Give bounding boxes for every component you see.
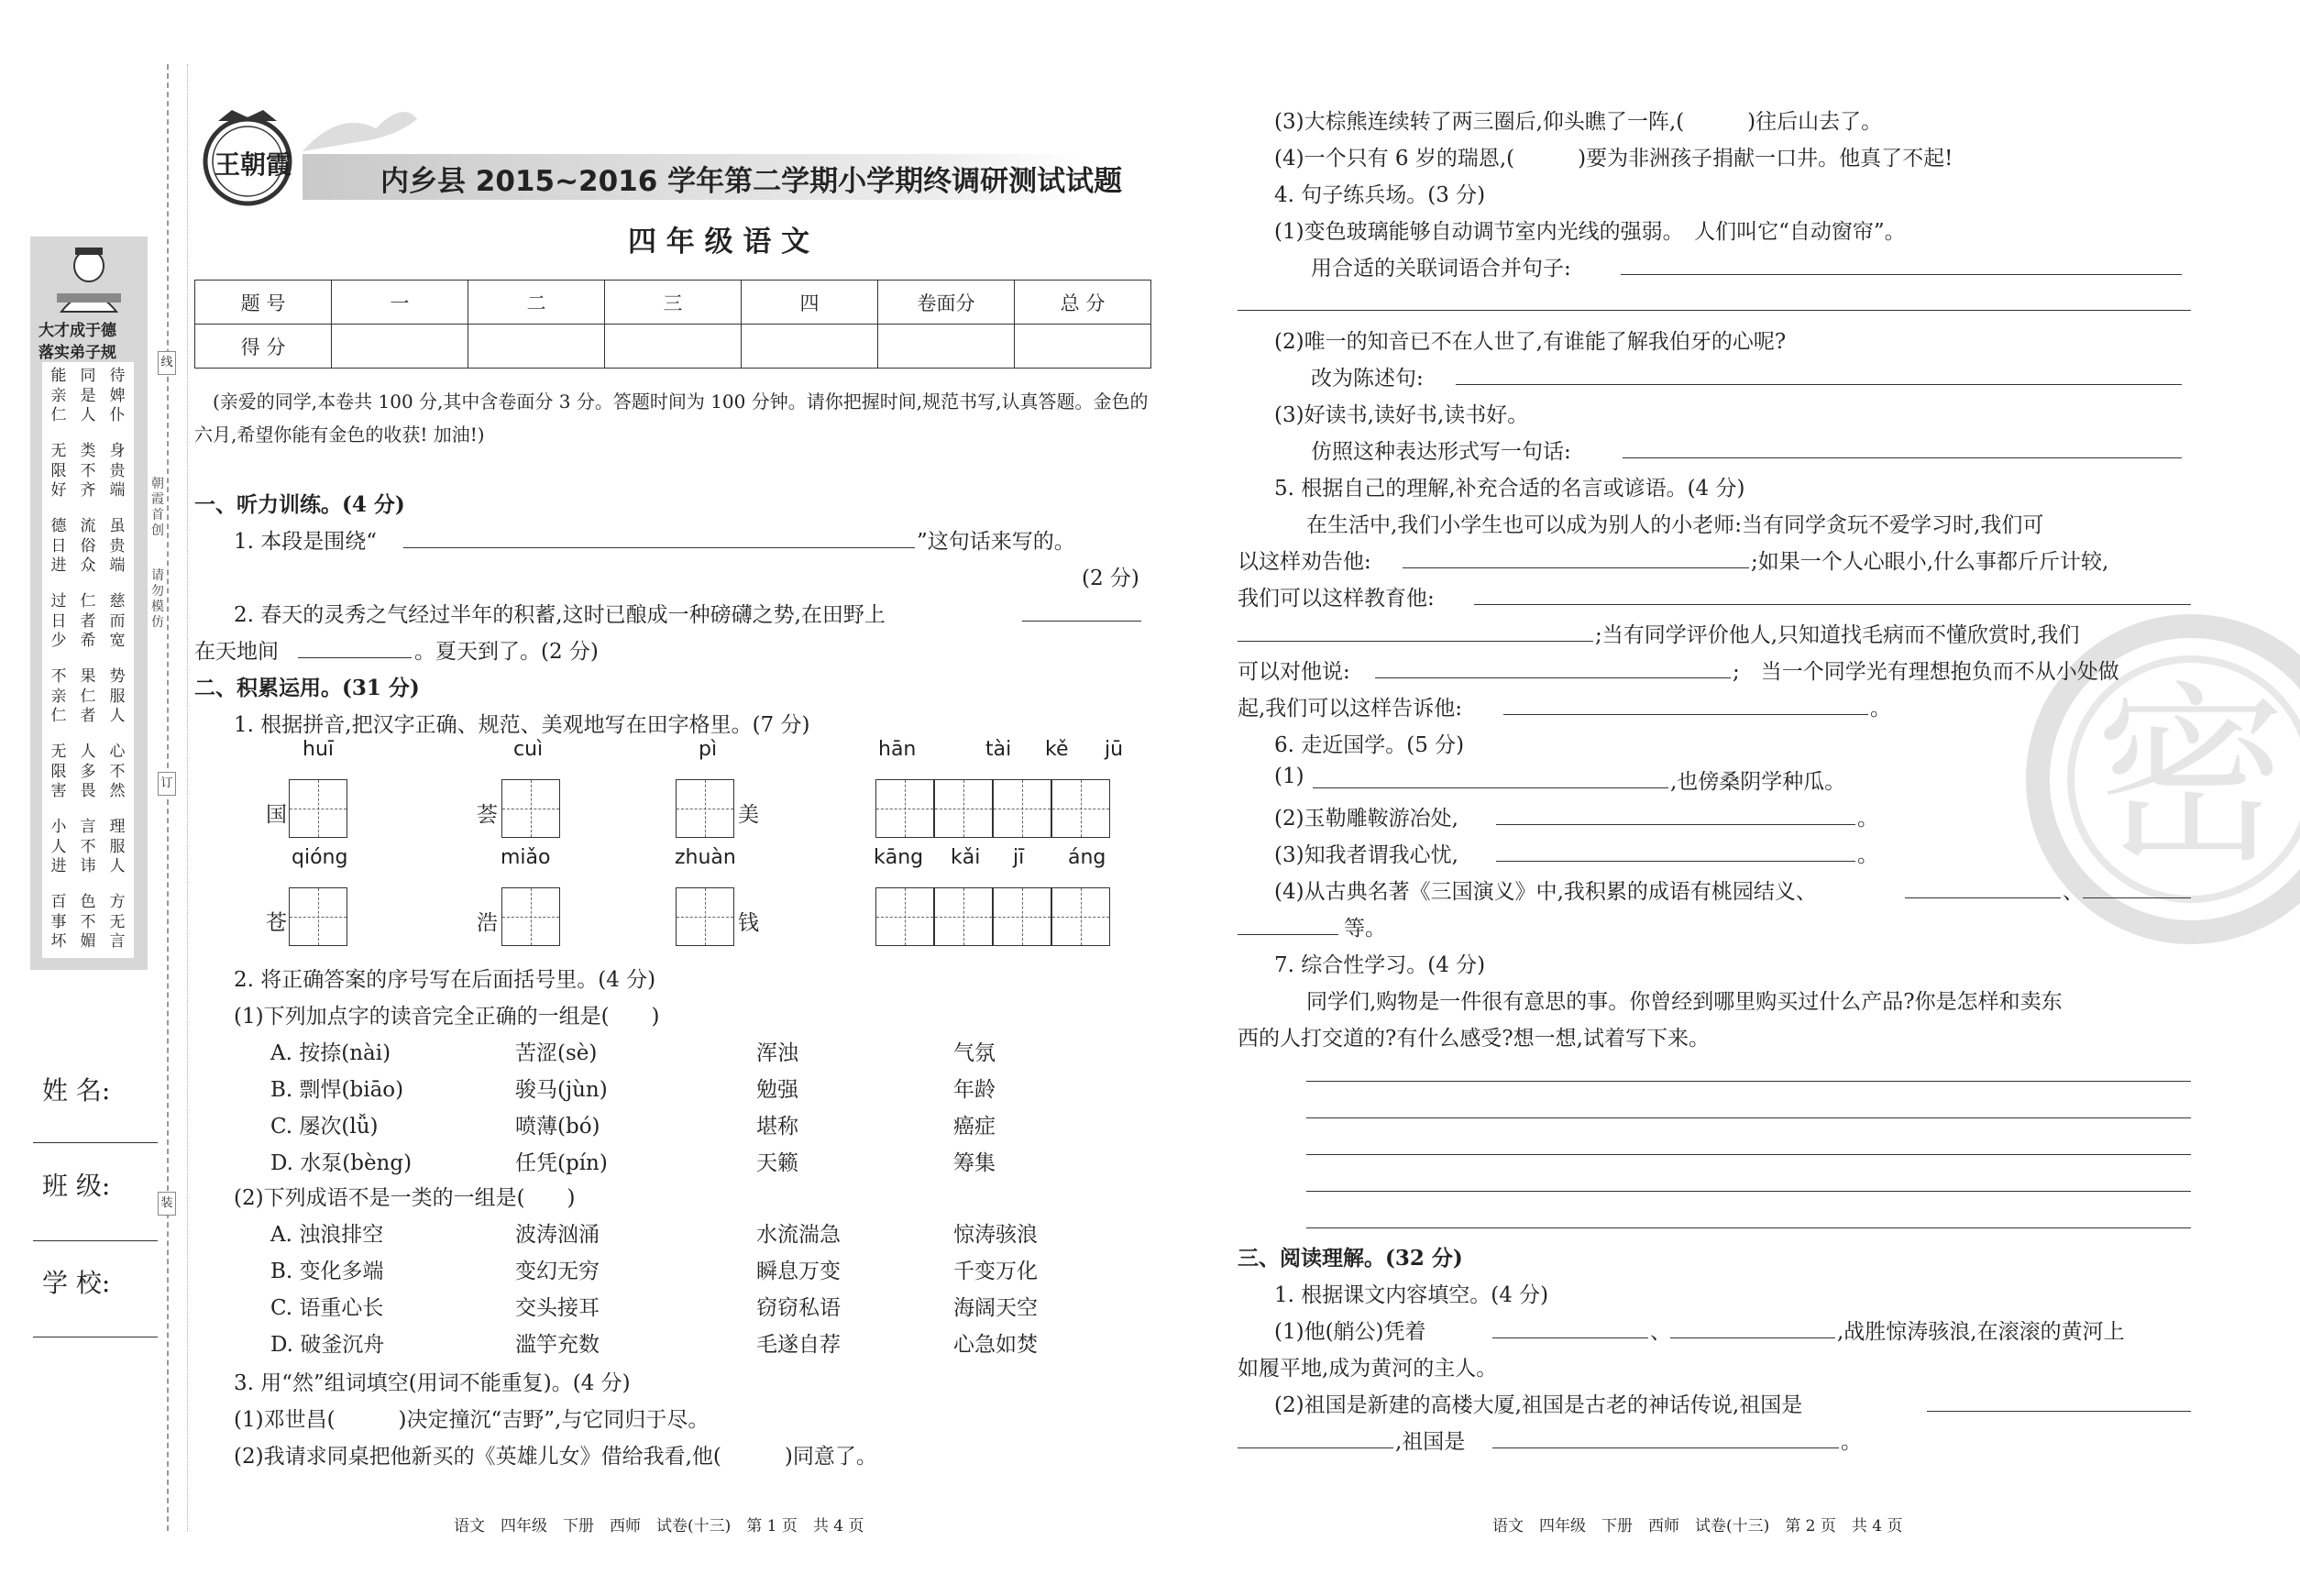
score-header-cell: 四: [742, 281, 878, 325]
motto-column: 流俗众: [80, 517, 96, 575]
r-line-10: 5. 根据自己的理解,补充合适的名言或谚语。(4 分): [1274, 477, 1745, 501]
motto-column: 言不讳: [80, 818, 96, 875]
r-blank-30b[interactable]: [1492, 1447, 1839, 1448]
motto-column: 待婢仆: [109, 367, 126, 424]
r-line-27b: 、: [1650, 1320, 1671, 1344]
r-line-5: 用合适的关联词语合并句子:: [1311, 257, 1571, 281]
pinyin-label: huī: [303, 738, 334, 761]
school-field[interactable]: [33, 1336, 158, 1337]
r-line-18a: (1): [1274, 765, 1304, 788]
q1-text-a: 1. 本段是围绕“: [234, 530, 378, 554]
option-item: 苦涩(sè): [515, 1041, 598, 1065]
motto-column: 同是人: [80, 367, 96, 424]
writing-line[interactable]: [1306, 1080, 2191, 1082]
q22-1-text: (1)下列加点字的读音完全正确的一组是( ): [234, 1005, 660, 1029]
r-line-23: 7. 综合性学习。(4 分): [1274, 953, 1486, 977]
r-line-20b: 。: [1857, 843, 1878, 867]
tianzi-box[interactable]: [934, 779, 993, 838]
tianzi-box[interactable]: [289, 887, 347, 946]
tianzi-box[interactable]: [501, 779, 560, 838]
r-line-12b: ;如果一个人心眼小,什么事都斤斤计较,: [1751, 550, 2109, 574]
score-header-cell: 题 号: [195, 281, 332, 325]
seal-mark: 密: [2067, 655, 2300, 903]
r-line-21a: (4)从古典名著《三国演义》中,我积累的成语有桃园结义、: [1274, 880, 1817, 904]
option-item: 喷薄(bó): [515, 1115, 600, 1139]
cut-marker-top: 线: [158, 351, 176, 375]
r-blank-12[interactable]: [1403, 567, 1749, 568]
option-item: 毛遂自荐: [756, 1333, 841, 1357]
option-item: 筹集: [953, 1151, 996, 1175]
r-line-28: 如履平地,成为黄河的主人。: [1238, 1357, 1498, 1381]
tianzi-box[interactable]: [1051, 887, 1110, 946]
r-line-16a: 起,我们可以这样告诉他:: [1238, 697, 1463, 721]
subject-title: 四 年 级 语 文: [628, 226, 810, 259]
q2-blank-2[interactable]: [298, 656, 412, 658]
tianzi-box[interactable]: [875, 887, 934, 946]
given-char: 荟: [477, 803, 498, 827]
motto-column: 方无言: [109, 893, 126, 951]
r-blank-13[interactable]: [1474, 603, 2191, 605]
r-line-25: 西的人打交道的?有什么感受?想一想,试着写下来。: [1238, 1027, 1710, 1051]
score-cell[interactable]: [332, 325, 468, 369]
footer-right: 语文 四年级 下册 西师 试卷(十三) 第 2 页 共 4 页: [1492, 1517, 1903, 1535]
school-label: 学 校:: [42, 1268, 111, 1298]
option-item: 千变万化: [953, 1260, 1038, 1283]
q2-blank-1[interactable]: [1022, 620, 1141, 622]
score-header-cell: 三: [605, 281, 742, 325]
score-cell[interactable]: [605, 325, 742, 369]
r-line-19b: 。: [1857, 807, 1878, 831]
option-item: 堪称: [756, 1115, 798, 1139]
option-item: 惊涛骇浪: [953, 1223, 1038, 1247]
pinyin-label: kǎi: [951, 846, 981, 869]
pinyin-label: áng: [1068, 846, 1106, 869]
motto-column: 势服人: [109, 667, 126, 725]
option-item: C. 语重心长: [270, 1296, 384, 1320]
option-item: 癌症: [953, 1115, 996, 1139]
score-cell[interactable]: [468, 325, 605, 369]
option-item: B. 剽悍(biāo): [270, 1078, 404, 1102]
r-blank-18[interactable]: [1313, 787, 1668, 788]
r-line-15a: 可以对他说:: [1238, 660, 1350, 684]
r-line-2: (4)一个只有 6 岁的瑞恩,( )要为非洲孩子捐献一口井。他真了不起!: [1274, 147, 1953, 171]
option-item: A. 按捺(nài): [270, 1041, 391, 1065]
section-1-heading: 一、听力训练。(4 分): [194, 492, 405, 517]
q23-text: 3. 用“然”组词填空(用词不能重复)。(4 分): [234, 1371, 631, 1395]
r-line-6: (2)唯一的知音已不在人世了,有谁能了解我伯牙的心呢?: [1274, 330, 1787, 354]
motto-column: 过日少: [50, 592, 67, 650]
slogan-2: 落实弟子规: [39, 344, 116, 362]
tianzi-box[interactable]: [289, 779, 347, 838]
option-item: B. 变化多端: [270, 1260, 384, 1283]
score-cell[interactable]: [1015, 325, 1151, 369]
r-line-12a: 以这样劝告他:: [1238, 550, 1371, 574]
r-line-27c: ,战胜惊涛骇浪,在滚滚的黄河上: [1837, 1320, 2125, 1344]
motto-column: 虽贵端: [109, 517, 126, 575]
pinyin-label: jī: [1013, 846, 1025, 869]
motto-column: 身贵端: [109, 442, 126, 500]
vertical-note-2: 请勿模仿: [151, 568, 164, 630]
option-item: 骏马(jùn): [515, 1078, 608, 1102]
motto-column: 慈而宽: [109, 592, 126, 650]
given-char: 美: [738, 803, 759, 827]
r-line-20a: (3)知我者谓我心忧,: [1274, 843, 1458, 867]
section-2-heading: 二、积累运用。(31 分): [194, 676, 420, 700]
r-blank-27b[interactable]: [1670, 1337, 1835, 1338]
r-blank-21b[interactable]: [2083, 897, 2191, 898]
r-line-30a: ,祖国是: [1395, 1430, 1466, 1454]
option-item: 浑浊: [756, 1041, 798, 1065]
writing-line[interactable]: [1306, 1190, 2191, 1192]
motto-column: 不亲仁: [50, 667, 67, 725]
motto-column: 人多畏: [80, 743, 96, 800]
pinyin-label: hān: [878, 738, 917, 761]
r-line-4: (1)变色玻璃能够自动调节室内光线的强弱。 人们叫它“自动窗帘”。: [1274, 220, 1906, 244]
tianzi-box[interactable]: [875, 779, 934, 838]
score-header-cell: 总 分: [1015, 281, 1151, 325]
tianzi-box[interactable]: [934, 887, 993, 946]
r-line-9: 仿照这种表达形式写一句话:: [1311, 440, 1571, 464]
tianzi-box[interactable]: [993, 779, 1051, 838]
class-field[interactable]: [33, 1239, 158, 1241]
r-line-3: 4. 句子练兵场。(3 分): [1274, 183, 1486, 207]
r-blank-5[interactable]: [1621, 273, 2182, 275]
scholar-figure-icon: [48, 240, 130, 314]
option-item: C. 屡次(lǚ): [270, 1115, 379, 1139]
r-blank-14[interactable]: [1238, 640, 1593, 642]
option-item: 水流湍急: [756, 1223, 841, 1247]
q22-2-text: (2)下列成语不是一类的一组是( ): [234, 1186, 576, 1210]
option-item: 气氛: [953, 1041, 996, 1065]
r-line-11: 在生活中,我们小学生也可以成为别人的小老师:当有同学贪玩不爱学习时,我们可: [1306, 513, 2044, 537]
option-item: 交头接耳: [515, 1296, 600, 1320]
tianzi-box[interactable]: [1051, 779, 1110, 838]
r-line-18b: ,也傍桑阴学种瓜。: [1670, 770, 1846, 794]
r-line-21b: 、: [2063, 880, 2084, 904]
r-line-24: 同学们,购物是一件很有意思的事。你曾经到哪里购买过什么产品?你是怎样和卖东: [1306, 990, 2063, 1014]
binding-line: [167, 64, 169, 1531]
cut-marker-bot: 装: [158, 1192, 176, 1216]
r-blank-27a[interactable]: [1492, 1337, 1648, 1338]
pinyin-label: qióng: [292, 846, 348, 869]
option-item: 心急如焚: [953, 1333, 1038, 1357]
motto-column: 仁者希: [80, 592, 96, 650]
vertical-note-1: 朝霞首创: [151, 477, 164, 538]
given-char: 国: [266, 803, 287, 827]
option-item: 瞬息万变: [756, 1260, 841, 1283]
r-blank-19[interactable]: [1496, 823, 1855, 825]
r-blank-7[interactable]: [1456, 383, 2182, 385]
r-blank-9[interactable]: [1623, 457, 2182, 458]
r-blank-15[interactable]: [1375, 677, 1731, 678]
option-item: D. 破釜沉舟: [270, 1333, 385, 1357]
motto-column: 心不然: [109, 743, 126, 800]
r-line-17: 6. 走近国学。(5 分): [1274, 733, 1465, 757]
pinyin-label: miǎo: [501, 846, 551, 869]
writing-line[interactable]: [1306, 1227, 2191, 1228]
footer-left: 语文 四年级 下册 西师 试卷(十三) 第 1 页 共 4 页: [454, 1517, 864, 1535]
r-blank-22[interactable]: [1238, 933, 1338, 935]
section-3-heading: 三、阅读理解。(32 分): [1238, 1246, 1463, 1271]
tianzi-box[interactable]: [993, 887, 1051, 946]
option-item: 海阔天空: [953, 1296, 1038, 1320]
q21-text: 1. 根据拼音,把汉字正确、规范、美观地写在田字格里。(7 分): [234, 713, 810, 737]
binding-line-inner: [187, 64, 188, 1531]
pinyin-label: tài: [985, 738, 1012, 761]
option-item: 年龄: [953, 1078, 996, 1102]
pinyin-label: kě: [1045, 738, 1069, 761]
motto-column: 无限好: [50, 442, 67, 500]
tianzi-box[interactable]: [676, 887, 734, 946]
motto-column: 德日进: [50, 517, 67, 575]
pinyin-label: cuì: [513, 738, 544, 761]
r-blank-16[interactable]: [1503, 713, 1868, 715]
option-item: 窃窃私语: [756, 1296, 841, 1320]
motto-column: 小人进: [50, 818, 67, 875]
name-field[interactable]: [33, 1141, 158, 1143]
r-line-8: (3)好读书,读好书,读书好。: [1274, 403, 1529, 427]
score-table: [194, 280, 1151, 369]
score-header-cell: 一: [332, 281, 468, 325]
pinyin-label: zhuàn: [675, 846, 736, 869]
option-item: 波涛汹涌: [515, 1223, 600, 1247]
r-line-26: 1. 根据课文内容填空。(4 分): [1274, 1283, 1549, 1307]
option-item: A. 浊浪排空: [270, 1223, 384, 1247]
intro-text: (亲爱的同学,本卷共 100 分,其中含卷面分 3 分。答题时间为 100 分钟。请你把握时间,规范书写,认真答题。金色的六月,希望你能有金色的收获! 加油!): [194, 391, 1149, 446]
motto-column: 类不齐: [80, 442, 96, 500]
given-char: 浩: [477, 911, 498, 935]
score-cell[interactable]: [742, 325, 878, 369]
r-blank-30a[interactable]: [1238, 1447, 1393, 1448]
r-blank-20[interactable]: [1496, 860, 1855, 862]
r-line-29: (2)祖国是新建的高楼大厦,祖国是古老的神话传说,祖国是: [1274, 1393, 1803, 1417]
q23-2-text: (2)我请求同桌把他新买的《英雄儿女》借给我看,他( )同意了。: [234, 1445, 877, 1469]
q2-text-b: 在天地间: [194, 640, 279, 664]
r-blank-5b[interactable]: [1238, 309, 2191, 311]
pinyin-label: pì: [699, 738, 718, 761]
cut-marker-mid: 订: [158, 772, 176, 796]
option-item: 天籁: [756, 1151, 798, 1175]
ribbon-icon: [303, 101, 422, 156]
pinyin-label: jū: [1105, 738, 1124, 761]
writing-line[interactable]: [1306, 1153, 2191, 1155]
r-blank-29[interactable]: [1927, 1410, 2191, 1412]
option-item: 勉强: [756, 1078, 798, 1102]
logo-text: 王朝霞: [215, 149, 292, 180]
option-item: 任凭(pín): [515, 1151, 608, 1175]
score-cell[interactable]: [878, 325, 1015, 369]
given-char: 钱: [738, 911, 759, 935]
name-label: 姓 名:: [42, 1075, 111, 1106]
motto-column: 色不媚: [80, 893, 96, 951]
motto-column: 无限害: [50, 743, 67, 800]
r-line-22: 等。: [1344, 917, 1386, 941]
motto-column: 能亲仁: [50, 367, 67, 424]
r-blank-21a[interactable]: [1905, 897, 2061, 898]
writing-line[interactable]: [1306, 1117, 2191, 1118]
r-line-30b: 。: [1841, 1430, 1862, 1454]
given-char: 苍: [266, 911, 287, 935]
q2-text-c: 。夏天到了。(2 分): [414, 640, 599, 664]
q2-text-a: 2. 春天的灵秀之气经过半年的积蓄,这时已酿成一种磅礴之势,在田野上: [234, 603, 886, 627]
r-line-15b: ; 当一个同学光有理想抱负而不从小处做: [1733, 660, 2119, 684]
motto-column: 果仁者: [80, 667, 96, 725]
score-row-label: 得 分: [195, 325, 332, 369]
q1-text-b: ”这句话来写的。: [917, 530, 1075, 554]
pinyin-label: kāng: [874, 846, 924, 869]
r-line-13: 我们可以这样教育他:: [1238, 587, 1435, 611]
motto-column: 百事坏: [50, 893, 67, 951]
r-line-1: (3)大棕熊连续转了两三圈后,仰头瞧了一阵,( )往后山去了。: [1274, 110, 1883, 134]
option-item: 滥竽充数: [515, 1333, 600, 1357]
score-header-cell: 二: [468, 281, 605, 325]
r-line-16b: 。: [1870, 697, 1891, 721]
q23-1-text: (1)邓世昌( )决定撞沉“吉野”,与它同归于尽。: [234, 1408, 710, 1432]
r-line-19a: (2)玉勒雕鞍游冶处,: [1274, 807, 1458, 831]
option-item: 变幻无穷: [515, 1260, 600, 1283]
q22-text: 2. 将正确答案的序号写在后面括号里。(4 分): [234, 968, 656, 992]
score-header-cell: 卷面分: [878, 281, 1015, 325]
tianzi-box[interactable]: [676, 779, 734, 838]
q1-score: (2 分): [1082, 567, 1139, 590]
tianzi-box[interactable]: [501, 887, 560, 946]
r-line-7: 改为陈述句:: [1311, 367, 1424, 391]
motto-column: 理服人: [109, 818, 126, 875]
q1-blank[interactable]: [403, 546, 915, 548]
exam-title: 内乡县 2015~2016 学年第二学期小学期终调研测试试题: [380, 165, 1123, 198]
r-line-14: ;当有同学评价他人,只知道找毛病而不懂欣赏时,我们: [1595, 623, 2080, 647]
class-label: 班 级:: [42, 1171, 111, 1201]
r-line-27a: (1)他(艄公)凭着: [1274, 1320, 1426, 1344]
slogan-1: 大才成于德: [39, 322, 116, 340]
option-item: D. 水泵(bèng): [270, 1151, 413, 1175]
